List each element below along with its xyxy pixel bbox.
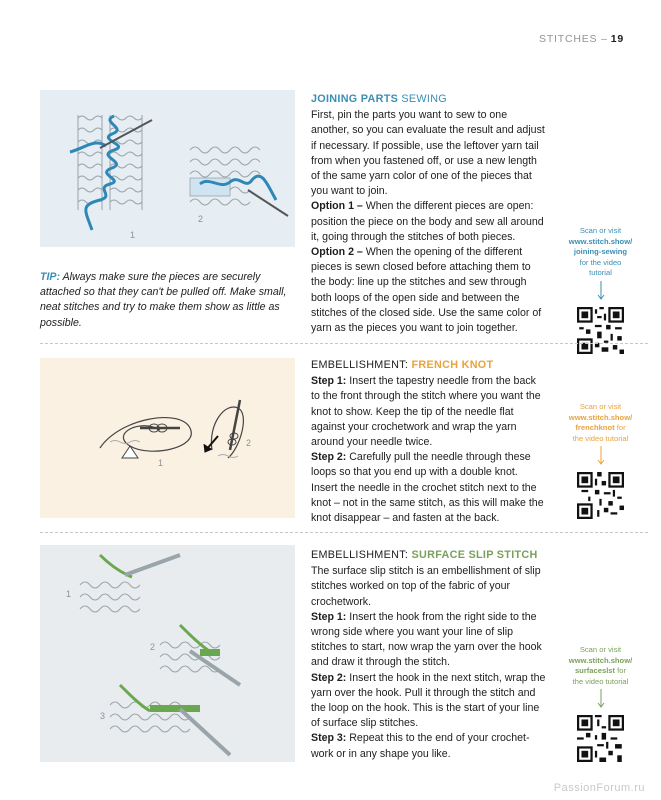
option-2-label: Option 2 – [311, 246, 363, 259]
scan-url-1: www.stitch.show/ [568, 236, 633, 246]
scan-line-3: for the video [579, 257, 622, 267]
joining-option-1 [311, 199, 547, 245]
surface-slip-stitch-illustration [40, 545, 295, 762]
title-normal: EMBELLISHMENT: [311, 359, 409, 371]
step-2-label: Step 2: [311, 671, 347, 684]
scan-url-2: surfaceslst [574, 666, 616, 675]
title-strong: FRENCH KNOT [411, 359, 494, 371]
crochet-piece-left [78, 115, 102, 210]
scan-line-1: Scan or visit [579, 402, 622, 411]
tip-box [40, 270, 295, 331]
scan-joining [553, 226, 648, 354]
tip-label: TIP: [40, 271, 61, 283]
step-3-label: Step 3: [311, 732, 347, 745]
french-knot-figure [40, 358, 295, 518]
sss-fig-label-1: 1 [66, 589, 72, 599]
section-title-surface-slip-stitch [311, 548, 547, 563]
fk-fig-label-1: 1 [158, 458, 164, 468]
page-header [539, 33, 624, 45]
surface-slip-stitch-step-2 [311, 671, 547, 732]
scan-line-4: the video tutorial [572, 433, 629, 443]
scan-line-4: tutorial [589, 268, 612, 277]
surface-slip-stitch-step-1 [311, 610, 547, 671]
joining-intro: First, pin the parts you want to sew to one another, so you can evaluate the result and adjust if necessary. If possible, use the leftover yarn tail from when you fastened off, or use a new length of the same yarn color of one of the pieces that you want to join. [311, 109, 545, 198]
qr-code-surface-slip-stitch[interactable] [577, 715, 624, 762]
surface-slip-stitch-figure [40, 545, 295, 762]
divider-2 [40, 532, 648, 533]
section-title-joining [311, 92, 547, 107]
fig-label-1: 1 [130, 230, 136, 240]
step-1-text: Insert the hook from the right side to the wrong side where you want your line of slip stitches to start, now wrap the yarn over the hook and draw it through the stitch. [311, 610, 542, 669]
scan-line-1: Scan or visit [579, 226, 622, 235]
section-title-french-knot [311, 358, 547, 373]
tip-text: Always make sure the pieces are securely attached so that they can't be pulled off. Make small, neat stitches and try to make them show as little as possible. [40, 271, 287, 329]
title-strong: SURFACE SLIP STITCH [411, 549, 538, 561]
title-strong: JOINING PARTS [311, 93, 399, 105]
joining-option-2 [311, 245, 547, 336]
surface-slip-stitch-intro: The surface slip stitch is an embellishment of slip stitches worked on top of the fabric of your crochetwork. [311, 565, 541, 608]
option-2-text: When the opening of the different pieces is sewn closed before attaching them to the body: line up the stitches and sew through both loops of the open side and between the stitches of the closed side. Use the same color of yarn as the pieces you want to join together. [311, 246, 542, 335]
sss-fig-label-2: 2 [150, 642, 156, 652]
qr-code-french-knot[interactable] [577, 472, 624, 519]
french-knot-step-1 [311, 374, 547, 450]
joining-figure [40, 90, 295, 247]
step-2-text: Insert the hook in the next stitch, wrap the yarn over the hook. Pull it through the stitch and the loop on the hook. This is the start of your line of surface slip stitches. [311, 671, 546, 730]
surface-slip-stitch-step-3 [311, 731, 547, 761]
scan-url-1: www.stitch.show/ [568, 655, 633, 665]
scan-url-2: frenchknot [575, 423, 615, 432]
french-knot-text [311, 358, 547, 526]
step-1-text: Insert the tapestry needle from the back to the front through the stitch where you want the knot to show. Keep the tip of the needle flat against your crochetwork and wrap the yarn around your needle twice. [311, 375, 541, 449]
scan-url-1: www.stitch.show/ [568, 412, 633, 422]
joining-illustration [40, 90, 295, 247]
page-number: 19 [610, 33, 624, 45]
arrow-down-icon [596, 281, 606, 301]
scan-surface-slip-stitch [553, 645, 648, 762]
qr-code-joining[interactable] [577, 307, 624, 354]
arrow-down-icon [596, 689, 606, 709]
step-2-label: Step 2: [311, 451, 347, 464]
header-section: STITCHES – [539, 33, 608, 45]
option-1-label: Option 1 – [311, 200, 363, 213]
scan-line-1: Scan or visit [579, 645, 622, 654]
scan-url-2: joining-sewing [573, 247, 628, 256]
title-normal: EMBELLISHMENT: [311, 549, 409, 561]
step-2-text: Carefully pull the needle through these loops so that you end up with a double knot. Insert the needle in the crochet stitch next to the knot – not in the same stitch, as this will make the knot disappear – and fasten at the back. [311, 451, 544, 525]
scan-line-3: for [615, 666, 627, 675]
scan-french-knot [553, 402, 648, 519]
sss-fig-label-3: 3 [100, 711, 106, 721]
scan-line-3: for [614, 423, 626, 432]
joining-parts-text [311, 92, 547, 336]
step-3-text: Repeat this to the end of your crochet-work or in any shape you like. [311, 732, 530, 760]
scan-line-4: the video tutorial [572, 676, 629, 686]
fk-fig-label-2: 2 [246, 438, 252, 448]
surface-slip-stitch-text [311, 548, 547, 762]
fig-label-2: 2 [198, 214, 204, 224]
french-knot-illustration [40, 358, 295, 518]
crochet-piece-top-right [190, 147, 260, 177]
arrow-down-icon [596, 446, 606, 466]
title-normal: SEWING [401, 93, 447, 105]
step-1-label: Step 1: [311, 375, 347, 388]
option-1-text: When the different pieces are open: position the piece on the body and sew all around it, going through the stitches of both pieces. [311, 200, 544, 243]
watermark: PassionForum.ru [553, 782, 645, 794]
french-knot-step-2 [311, 450, 547, 526]
divider-1 [40, 343, 648, 344]
step-1-label: Step 1: [311, 610, 347, 623]
